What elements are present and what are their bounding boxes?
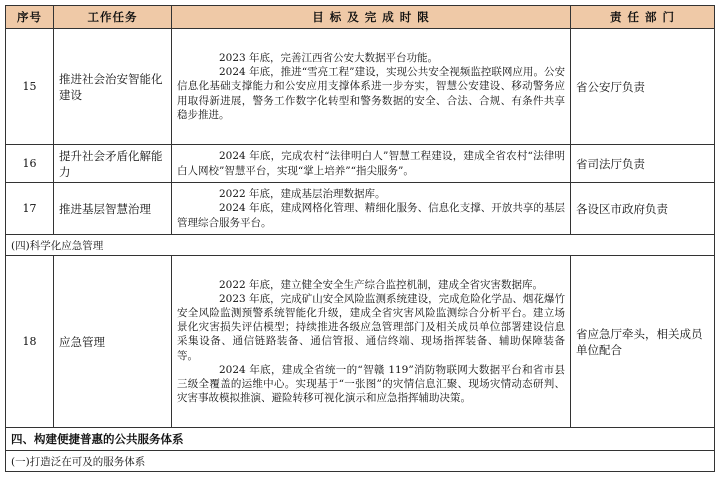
row-dept: 各设区市政府负责 — [571, 183, 715, 235]
header-row — [6, 6, 715, 29]
header-task: 工作任务 — [54, 6, 172, 29]
row-task: 推进基层智慧治理 — [54, 183, 172, 235]
row-task: 提升社会矛盾化解能力 — [54, 145, 172, 183]
row-goal — [172, 145, 571, 183]
header-goal: 目 标 及 完 成 时 限 — [172, 6, 571, 29]
goal-line: 2024 年底，建成网格化管理、精细化服务、信息化支撑、开放共享的基层管理综合服务平台。 — [177, 202, 565, 229]
row-task: 推进社会治安智能化建设 — [54, 29, 172, 145]
table-row — [6, 256, 715, 428]
subsection-row — [6, 235, 715, 256]
row-goal — [172, 256, 571, 428]
subsection-title: (四)科学化应急管理 — [6, 235, 715, 256]
row-num: 16 — [6, 145, 54, 183]
table-row — [6, 145, 715, 183]
task-table — [5, 5, 715, 472]
goal-line: 2024 年底，完成农村“法律明白人”智慧工程建设，建成全省农村“法律明白人网校”智慧平台，实现“掌上培养”“指尖服务”。 — [177, 150, 565, 177]
row-goal — [172, 183, 571, 235]
row-num: 17 — [6, 183, 54, 235]
row-dept: 省司法厅负责 — [571, 145, 715, 183]
goal-line: 2022 年底，建立健全安全生产综合监控机制，建成全省灾害数据库。 — [219, 278, 544, 291]
table-row — [6, 183, 715, 235]
goal-line: 2024 年底，推进“雪亮工程”建设，实现公共安全视频监控联网应用。公安信息化基础支撑能力和公安应用支撑体系进一步夯实，智慧公安建设、移动警务应用取得新进展，警务工作数字化转型和警务数据的安全、合法、合规、有条件共享稳步推进。 — [177, 66, 565, 121]
row-task: 应急管理 — [54, 256, 172, 428]
goal-line: 2024 年底，建成全省统一的“智赣 119”消防物联网大数据平台和省市县三级全覆盖的运维中心。实现基于“一张图”的灾情信息汇聚、现场灾情动态研判、灾害事故模拟推演、避险转移可视化演示和应急指挥辅助决策。 — [177, 363, 565, 405]
row-dept: 省公安厅负责 — [571, 29, 715, 145]
goal-line: 2023 年底，完成矿山安全风险监测系统建设，完成危险化学品、烟花爆竹安全风险监测预警系统智能化升级，建成全省灾害风险监测综合分析平台。建立场景化灾害损失评估模型；持续推进各级应急管理部门及相关成员单位部署建设信息采集设备、通信链路装备、通信管报、通信终端、现场指挥装备、辅助保障装备等。 — [177, 292, 565, 362]
row-goal — [172, 29, 571, 145]
section-title: 四、构建便捷普惠的公共服务体系 — [6, 428, 715, 451]
subsection-row — [6, 451, 715, 472]
header-dept: 责 任 部 门 — [571, 6, 715, 29]
table-row — [6, 29, 715, 145]
row-num: 18 — [6, 256, 54, 428]
subsection-title: (一)打造泛在可及的服务体系 — [6, 451, 715, 472]
row-num: 15 — [6, 29, 54, 145]
section-row — [6, 428, 715, 451]
goal-line: 2023 年底，完善江西省公安大数据平台功能。 — [219, 51, 439, 64]
header-num: 序号 — [6, 6, 54, 29]
goal-line: 2022 年底，建成基层治理数据库。 — [219, 188, 386, 201]
row-dept: 省应急厅牵头，相关成员单位配合 — [571, 256, 715, 428]
